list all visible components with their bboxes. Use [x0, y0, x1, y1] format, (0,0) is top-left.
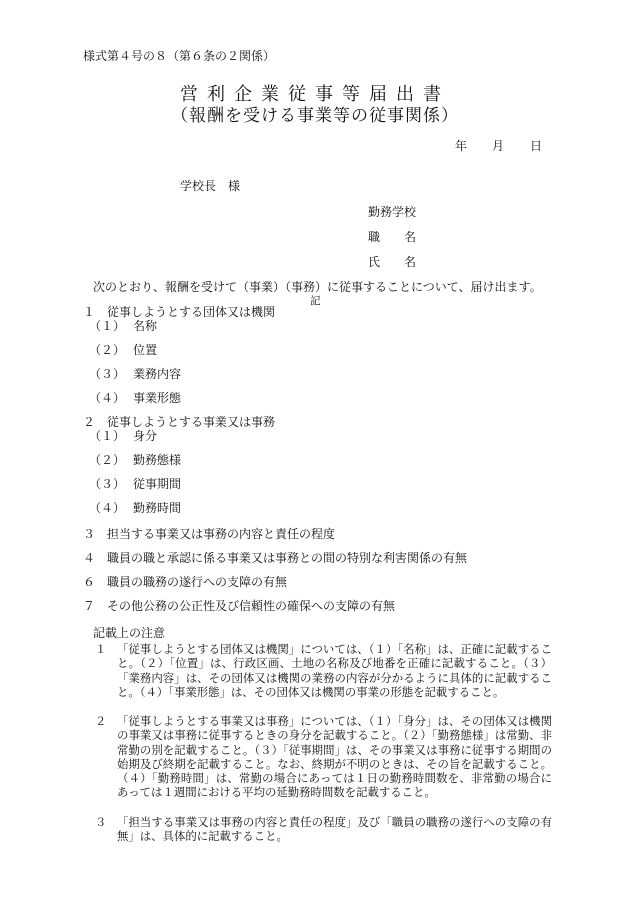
list-item [89, 391, 182, 405]
section-heading: ４ 職員の職と承認に係る事業又は事務との間の特別な利害関係の有無 [83, 551, 468, 565]
notes-title: 記載上の注意 [93, 626, 166, 640]
addressee: 学校長 様 [180, 179, 241, 193]
ki-label: 記 [310, 295, 321, 307]
item-number: （３） [89, 477, 126, 491]
intro-text: 次のとおり、報酬を受けて（事業）（事務）に従事することについて、届け出ます。 [93, 280, 542, 294]
section-heading: １ 従事しようとする団体又は機関 [83, 305, 276, 319]
date-month: 月 [492, 139, 505, 153]
item-number: （４） [89, 501, 126, 515]
note-item [95, 714, 552, 800]
section-heading: ２ 従事しようとする事業又は事務 [83, 415, 276, 429]
list-item [89, 343, 158, 357]
note-number: ２ [95, 714, 107, 728]
section-heading: ６ 職員の職務の遂行への支障の有無 [83, 575, 288, 589]
item-label: 位置 [133, 343, 158, 357]
item-label: 勤務時間 [133, 501, 182, 515]
item-number: （２） [89, 343, 126, 357]
item-number: （３） [89, 367, 126, 381]
list-item [89, 453, 182, 467]
document-subtitle: （報酬を受ける事業等の従事関係） [171, 106, 459, 126]
list-item [89, 429, 158, 443]
item-number: （１） [89, 319, 126, 333]
note-item [95, 642, 552, 699]
date-year: 年 [455, 139, 468, 153]
date-day: 日 [530, 139, 543, 153]
item-label: 名称 [133, 319, 158, 333]
document-title: 営利企業従事等届出書 [180, 84, 450, 105]
note-text: 「担当する事業又は事務の内容と責任の程度」及び「職員の職務の遂行への支障の有無」は、具体的に記載すること。 [117, 815, 552, 844]
item-number: （２） [89, 453, 126, 467]
note-item [95, 815, 552, 844]
sender-name: 氏 名 [368, 255, 417, 269]
item-label: 業務内容 [133, 367, 182, 381]
item-label: 従事期間 [133, 477, 182, 491]
section-heading: ７ その他公務の公正性及び信頼性の確保への支障の有無 [83, 599, 396, 613]
sender-school: 勤務学校 [368, 205, 417, 219]
note-number: ３ [95, 815, 107, 829]
item-number: （１） [89, 429, 126, 443]
section-heading: ３ 担当する事業又は事務の内容と責任の程度 [83, 527, 336, 541]
note-text: 「従事しようとする団体又は機関」については、（１）「名称」は、正確に記載すること。（２）「位置」は、行政区画、土地の名称及び地番を正確に記載すること。（３）「業務内容」は、その団体又は機関の業務の内容が分かるように具体的に記載すること。（４）「事業形態」は、その団体又は機関の事業の形態を記載すること。 [117, 642, 552, 699]
list-item [89, 477, 182, 491]
item-label: 事業形態 [133, 391, 182, 405]
list-item [89, 319, 158, 333]
item-number: （４） [89, 391, 126, 405]
form-number: 様式第４号の８（第６条の２関係） [83, 49, 276, 63]
list-item [89, 501, 182, 515]
note-number: １ [95, 642, 107, 656]
item-label: 勤務態様 [133, 453, 182, 467]
list-item [89, 367, 182, 381]
item-label: 身分 [133, 429, 158, 443]
sender-position: 職 名 [368, 230, 417, 244]
note-text: 「従事しようとする事業又は事務」については、（１）「身分」は、その団体又は機関の事業又は事務に従事するときの身分を記載すること。（２）「勤務態様」は常勤、非常勤の別を記載すること。（３）「従事期間」は、その事業又は事務に従事する期間の始期及び終期を記載すること。なお、終期が不明のときは、その旨を記載すること。（４）「勤務時間」は、常勤の場合にあっては１日の勤務時間数を、非常勤の場合にあっては１週間における平均の延勤務時間数を記載すること。 [117, 714, 552, 800]
